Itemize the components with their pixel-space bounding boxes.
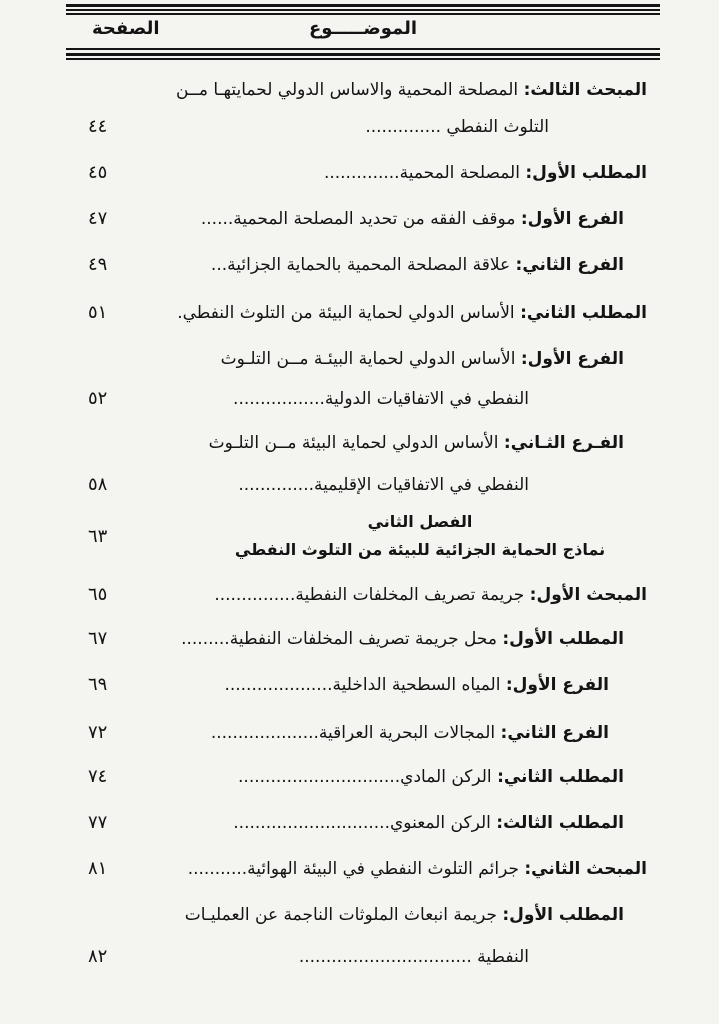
entry-lead: الفـرع الثـاني: — [503, 433, 624, 453]
header-bottom-rule-1 — [66, 48, 660, 50]
entry-lead: المبحث الثالث: — [523, 80, 647, 100]
entry-text: محل جريمة تصريف المخلفات النفطية......... — [181, 629, 497, 649]
entry-lead: المطلب الأول: — [502, 629, 624, 649]
page-number: ٦٩ — [88, 674, 108, 695]
page-number: ٤٩ — [88, 254, 108, 275]
toc-row — [233, 382, 529, 416]
entry-text: الأساس الدولي لحماية البيئـة مــن التلـوث — [220, 349, 516, 369]
entry-lead: المبحث الثاني: — [524, 859, 647, 879]
page-number: ٧٢ — [88, 722, 108, 743]
page-number: ٧٧ — [88, 812, 108, 833]
toc-row — [221, 342, 624, 376]
page-number: ٨٢ — [88, 946, 108, 967]
toc-row — [238, 760, 624, 794]
page-number: ٦٥ — [88, 584, 108, 605]
entry-text: الأساس الدولي لحماية البيئة مــن التلـوث — [208, 433, 499, 453]
entry-text: الأساس الدولي لحماية البيئة من التلوث النفطي. — [177, 303, 515, 323]
page-number: ٥١ — [88, 302, 108, 323]
entry-text: النفطية ................................ — [298, 947, 529, 967]
toc-row — [214, 578, 647, 612]
entry-lead: المبحث الأول: — [529, 585, 647, 605]
header-top-rule-2 — [66, 9, 660, 11]
entry-lead: المطلب الأول: — [525, 163, 647, 183]
toc-row — [176, 73, 647, 107]
entry-text: علاقة المصلحة المحمية بالحماية الجزائية... — [210, 255, 511, 275]
page-number: ٧٤ — [88, 766, 108, 787]
entry-text: جريمة انبعاث الملوثات الناجمة عن العمليـات — [184, 905, 497, 925]
entry-text: المياه السطحية الداخلية.................... — [224, 675, 501, 695]
toc-row — [224, 668, 609, 702]
entry-text: موقف الفقه من تحديد المصلحة المحمية...... — [200, 209, 516, 229]
toc-row — [209, 426, 624, 460]
toc-row — [299, 940, 529, 974]
entry-text: التلوث النفطي .............. — [365, 117, 549, 137]
page-number: ٥٨ — [88, 474, 108, 495]
page-number: ٤٧ — [88, 208, 108, 229]
entry-text: المصلحة المحمية.............. — [323, 163, 520, 183]
entry-text: جرائم التلوث النفطي في البيئة الهوائية........... — [187, 859, 519, 879]
entry-text: النفطي في الاتفاقيات الدولية................. — [233, 389, 529, 409]
toc-row — [201, 202, 624, 236]
page-number: ٨١ — [88, 858, 108, 879]
entry-lead: الفرع الثاني: — [500, 723, 609, 743]
page-number: ٤٥ — [88, 162, 108, 183]
chapter-title: الفصل الثاني — [367, 512, 473, 531]
entry-text: جريمة تصريف المخلفات النفطية............... — [214, 585, 525, 605]
toc-row — [233, 806, 624, 840]
page-column-heading: الصفحة — [92, 18, 160, 39]
entry-lead: الفرع الأول: — [520, 349, 624, 369]
topic-column-heading: الموضـــــوع — [308, 18, 418, 39]
header-bottom-rule-2 — [66, 53, 660, 56]
entry-text: الركن المادي.............................. — [238, 767, 492, 787]
entry-text: المجالات البحرية العراقية.................... — [210, 723, 496, 743]
toc-row — [211, 248, 624, 282]
header-top-rule-1 — [66, 4, 660, 7]
page-number: ٥٢ — [88, 388, 108, 409]
toc-row — [188, 852, 647, 886]
header-bottom-rule-3 — [66, 58, 660, 60]
entry-lead: المطلب الثاني: — [497, 767, 624, 787]
page-number: ٤٤ — [88, 116, 108, 137]
toc-row — [211, 716, 609, 750]
page-number: ٦٧ — [88, 628, 108, 649]
toc-row — [324, 156, 647, 190]
entry-text: النفطي في الاتفاقيات الإقليمية.............. — [238, 475, 529, 495]
toc-row — [238, 468, 529, 502]
toc-row — [181, 622, 624, 656]
entry-lead: الفرع الأول: — [505, 675, 609, 695]
toc-row — [185, 898, 624, 932]
entry-lead: المطلب الثاني: — [520, 303, 647, 323]
entry-text: الركن المعنوي............................. — [233, 813, 491, 833]
chapter-page-number: ٦٣ — [88, 526, 108, 547]
toc-row — [177, 296, 647, 330]
toc-row — [365, 110, 549, 144]
entry-text: المصلحة المحمية والاساس الدولي لحمايتهـا مــن — [175, 80, 519, 100]
entry-lead: الفرع الثاني: — [515, 255, 624, 275]
entry-lead: المطلب الأول: — [502, 905, 624, 925]
entry-lead: الفرع الأول: — [520, 209, 624, 229]
chapter-subtitle: نماذج الحماية الجزائية للبيئة من التلوث النفطي — [234, 540, 606, 559]
entry-lead: المطلب الثالث: — [496, 813, 624, 833]
toc-header — [66, 14, 660, 46]
